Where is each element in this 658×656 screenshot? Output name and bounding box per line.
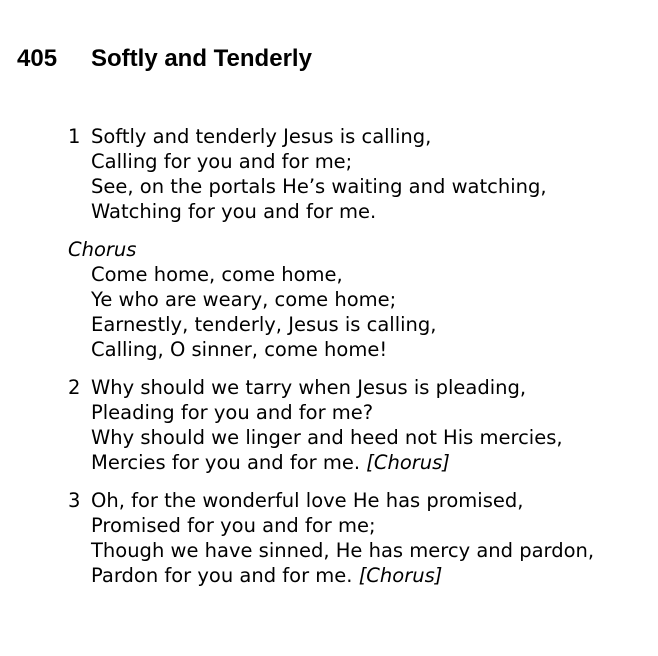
- lyrics: [68, 124, 648, 601]
- verse-line: Promised for you and for me;: [91, 514, 376, 537]
- hymn-heading: [17, 44, 312, 74]
- hymn-title: Softly and Tenderly: [91, 45, 312, 72]
- verse-3: [68, 488, 648, 588]
- verse-line: Oh, for the wonderful love He has promised,: [91, 489, 524, 512]
- chorus-line: Ye who are weary, come home;: [91, 288, 397, 311]
- chorus: [68, 237, 648, 362]
- chorus-refrain-marker: [Chorus]: [358, 564, 443, 587]
- verse-line: Pleading for you and for me?: [91, 401, 374, 424]
- verse-line-text: Pardon for you and for me.: [91, 564, 353, 587]
- chorus-label: Chorus: [68, 238, 137, 261]
- chorus-line: Come home, come home,: [91, 263, 343, 286]
- chorus-line: Calling, O sinner, come home!: [91, 338, 388, 361]
- verse-1: [68, 124, 648, 224]
- verse-2: [68, 375, 648, 475]
- hymn-number: 405: [17, 45, 58, 72]
- verse-line-text: Mercies for you and for me.: [91, 451, 361, 474]
- verse-line: Why should we tarry when Jesus is pleading,: [91, 376, 527, 399]
- verse-number: 3: [68, 489, 81, 512]
- verse-line: Calling for you and for me;: [91, 150, 353, 173]
- verse-number: 2: [68, 376, 81, 399]
- verse-line: See, on the portals He’s waiting and watching,: [91, 175, 547, 198]
- verse-number: 1: [68, 125, 81, 148]
- chorus-refrain-marker: [Chorus]: [366, 451, 450, 474]
- verse-line: Why should we linger and heed not His mercies,: [91, 426, 563, 449]
- verse-line: Though we have sinned, He has mercy and pardon,: [91, 539, 595, 562]
- verse-line: [68, 563, 648, 588]
- verse-line: Watching for you and for me.: [91, 200, 377, 223]
- verse-line: Softly and tenderly Jesus is calling,: [91, 125, 432, 148]
- verse-line: [68, 450, 648, 475]
- chorus-line: Earnestly, tenderly, Jesus is calling,: [91, 313, 437, 336]
